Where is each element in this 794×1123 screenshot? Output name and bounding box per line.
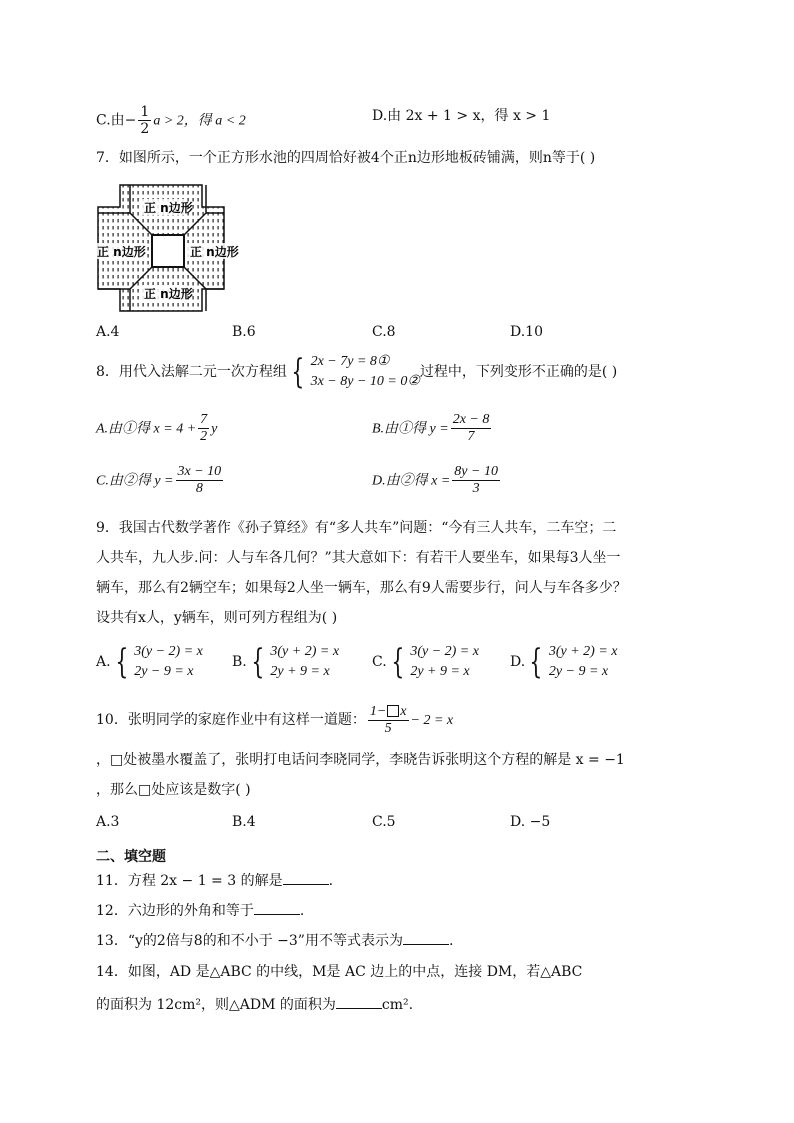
q12: [96, 900, 304, 921]
q6-c-rest: a > 2，得 a < 2: [153, 113, 246, 129]
q13-text: 13．“y的2倍与8的和不小于 −3”用不等式表示为: [96, 933, 403, 949]
q9-a-system: [134, 642, 203, 682]
q11: [96, 870, 333, 891]
q8-d-den: 3: [472, 481, 480, 496]
q8-b-num: 2x − 8: [452, 412, 490, 427]
q14-line-1: 14．如图，AD 是△ABC 的中线，M是 AC 边上的中点，连接 DM，若△ABC: [96, 964, 583, 980]
q9-d-eq1: 3(y + 2) = x: [548, 644, 618, 659]
q9-option-a: [96, 642, 203, 682]
q7-option-b: B.6: [232, 324, 256, 340]
q8-system: [311, 352, 420, 392]
q14-text: 的面积为 12cm²，则△ADM 的面积为: [96, 997, 336, 1013]
q9-line-3: 辆车，那么有2辆空车；如果每2人坐一辆车，那么有9人需要步行，问人与车各多少？: [96, 580, 627, 596]
q9-a-eq1: 3(y − 2) = x: [134, 644, 203, 659]
q6-option-c: [96, 104, 246, 137]
q8-a-den: 2: [200, 429, 208, 444]
q9-b-eq2: 2y + 9 = x: [270, 664, 330, 679]
q8-b-prefix: B.由①得 y =: [372, 421, 449, 437]
q9-d-eq2: 2y − 9 = x: [548, 664, 609, 679]
q10-frac-den: 5: [384, 720, 392, 736]
q6-option-d: D.由 2x + 1 > x，得 x > 1: [372, 108, 551, 124]
q10-option-d: D. −5: [510, 814, 551, 830]
q12-blank[interactable]: [254, 900, 300, 915]
q13: [96, 930, 453, 951]
q6-c-den: 2: [140, 121, 150, 137]
label-left: 正 n边形: [97, 245, 146, 259]
q9-line-1: 9．我国古代数学著作《孙子算经》有“多人共车”问题：“今有三人共车，二车空；二: [96, 520, 617, 536]
q9-b-label: B.: [232, 654, 247, 670]
q8-option-b: [372, 412, 493, 445]
q9-c-system: [410, 642, 479, 682]
q7-option-d: D.10: [510, 324, 543, 340]
q7-stem: 7．如图所示，一个正方形水池的四周恰好被4个正n边形地板砖铺满，则n等于( ): [96, 150, 596, 166]
q9-option-d: [510, 642, 617, 682]
q8-eq1: 2x − 7y = 8①: [310, 354, 390, 369]
q7-option-c: C.8: [372, 324, 396, 340]
q8-stem: [96, 352, 617, 392]
q8-c-frac: [176, 464, 224, 497]
q9-d-brace: {: [529, 642, 543, 682]
q10-option-b: B.4: [232, 814, 256, 830]
q10-num-a: 1−: [369, 703, 387, 719]
q8-option-d: [372, 464, 502, 497]
q9-c-eq1: 3(y − 2) = x: [410, 644, 479, 659]
q8-brace: {: [291, 352, 305, 392]
q9-c-brace: {: [391, 642, 404, 682]
pool-figure: [96, 183, 250, 313]
q14-blank[interactable]: [336, 994, 382, 1009]
q8-a-suffix: y: [211, 421, 218, 437]
q10-stem-a: 10．张明同学的家庭作业中有这样一道题：: [96, 712, 366, 728]
q10-line-2: ，□处被墨水覆盖了，张明打电话问李晓同学，李晓告诉张明这个方程的解是 x = −1: [96, 752, 625, 768]
q8-c-den: 8: [195, 481, 203, 496]
q6-c-prefix: C.由−: [96, 112, 137, 129]
q10-fraction: [368, 704, 409, 737]
q10-stem-eq: − 2 = x: [410, 713, 454, 728]
q8-c-prefix: C.由②得 y =: [96, 473, 174, 489]
q10-option-c: C.5: [372, 814, 396, 830]
q10-num-b: x: [400, 703, 407, 719]
section-fill-in-title: 二、填空题: [96, 849, 166, 865]
q9-a-eq2: 2y − 9 = x: [134, 664, 194, 679]
q8-c-num: 3x − 10: [177, 464, 222, 479]
label-top: 正 n边形: [144, 201, 193, 215]
q8-d-num: 8y − 10: [454, 464, 498, 479]
q9-c-label: C.: [372, 654, 387, 670]
q8-stem-a: 8．用代入法解二元一次方程组: [96, 364, 287, 380]
q11-text: 11．方程 2x − 1 = 3 的解是: [96, 873, 283, 889]
label-bottom: 正 n边形: [144, 287, 193, 301]
q11-blank[interactable]: [283, 870, 329, 885]
q9-line-4: 设共有x人，y辆车，则可列方程组为( ): [96, 610, 338, 626]
q10-option-a: A.3: [96, 814, 120, 830]
q7-option-a: A.4: [96, 324, 120, 340]
q9-d-system: [549, 642, 618, 682]
q9-option-b: [232, 642, 339, 682]
q9-option-c: [372, 642, 479, 682]
q9-a-label: A.: [96, 654, 111, 670]
q9-b-system: [270, 642, 339, 682]
q8-a-prefix: A.由①得 x = 4 +: [96, 421, 197, 437]
q13-end: .: [448, 933, 454, 949]
q8-b-frac: [451, 412, 492, 445]
q14-line-2: [96, 994, 413, 1015]
q8-d-frac: [452, 464, 500, 497]
q9-d-label: D.: [510, 654, 526, 670]
q11-end: .: [328, 873, 334, 889]
q12-end: .: [299, 903, 305, 919]
q8-eq2: 3x − 8y − 10 = 0②: [310, 374, 420, 389]
q6-c-num: 1: [140, 104, 150, 120]
q9-line-2: 人共车，九人步.问：人与车各几何？”其大意如下：有若干人要坐车，如果每3人坐一: [96, 550, 621, 566]
q12-text: 12．六边形的外角和等于: [96, 903, 254, 919]
q14-end: cm².: [381, 997, 414, 1013]
q8-stem-b: 过程中，下列变形不正确的是( ): [419, 364, 618, 380]
q9-b-eq1: 3(y + 2) = x: [270, 644, 340, 659]
label-right: 正 n边形: [190, 245, 239, 259]
square-pool: [152, 235, 184, 267]
ink-blot-box: [387, 705, 399, 717]
q8-b-den: 7: [467, 429, 475, 444]
q10-stem: [96, 702, 453, 739]
q9-a-brace: {: [114, 642, 128, 682]
q8-a-num: 7: [200, 412, 208, 427]
q10-line-3: ，那么□处应该是数字( ): [96, 782, 251, 798]
q8-d-prefix: D.由②得 x =: [372, 473, 451, 489]
q8-option-c: [96, 464, 225, 497]
q13-blank[interactable]: [403, 930, 449, 945]
q6-c-fraction: [138, 104, 151, 137]
q9-c-eq2: 2y + 9 = x: [410, 664, 470, 679]
q10-frac-num: [368, 704, 409, 721]
q8-option-a: [96, 412, 217, 445]
q9-b-brace: {: [251, 642, 265, 682]
q8-a-frac: [198, 412, 209, 445]
